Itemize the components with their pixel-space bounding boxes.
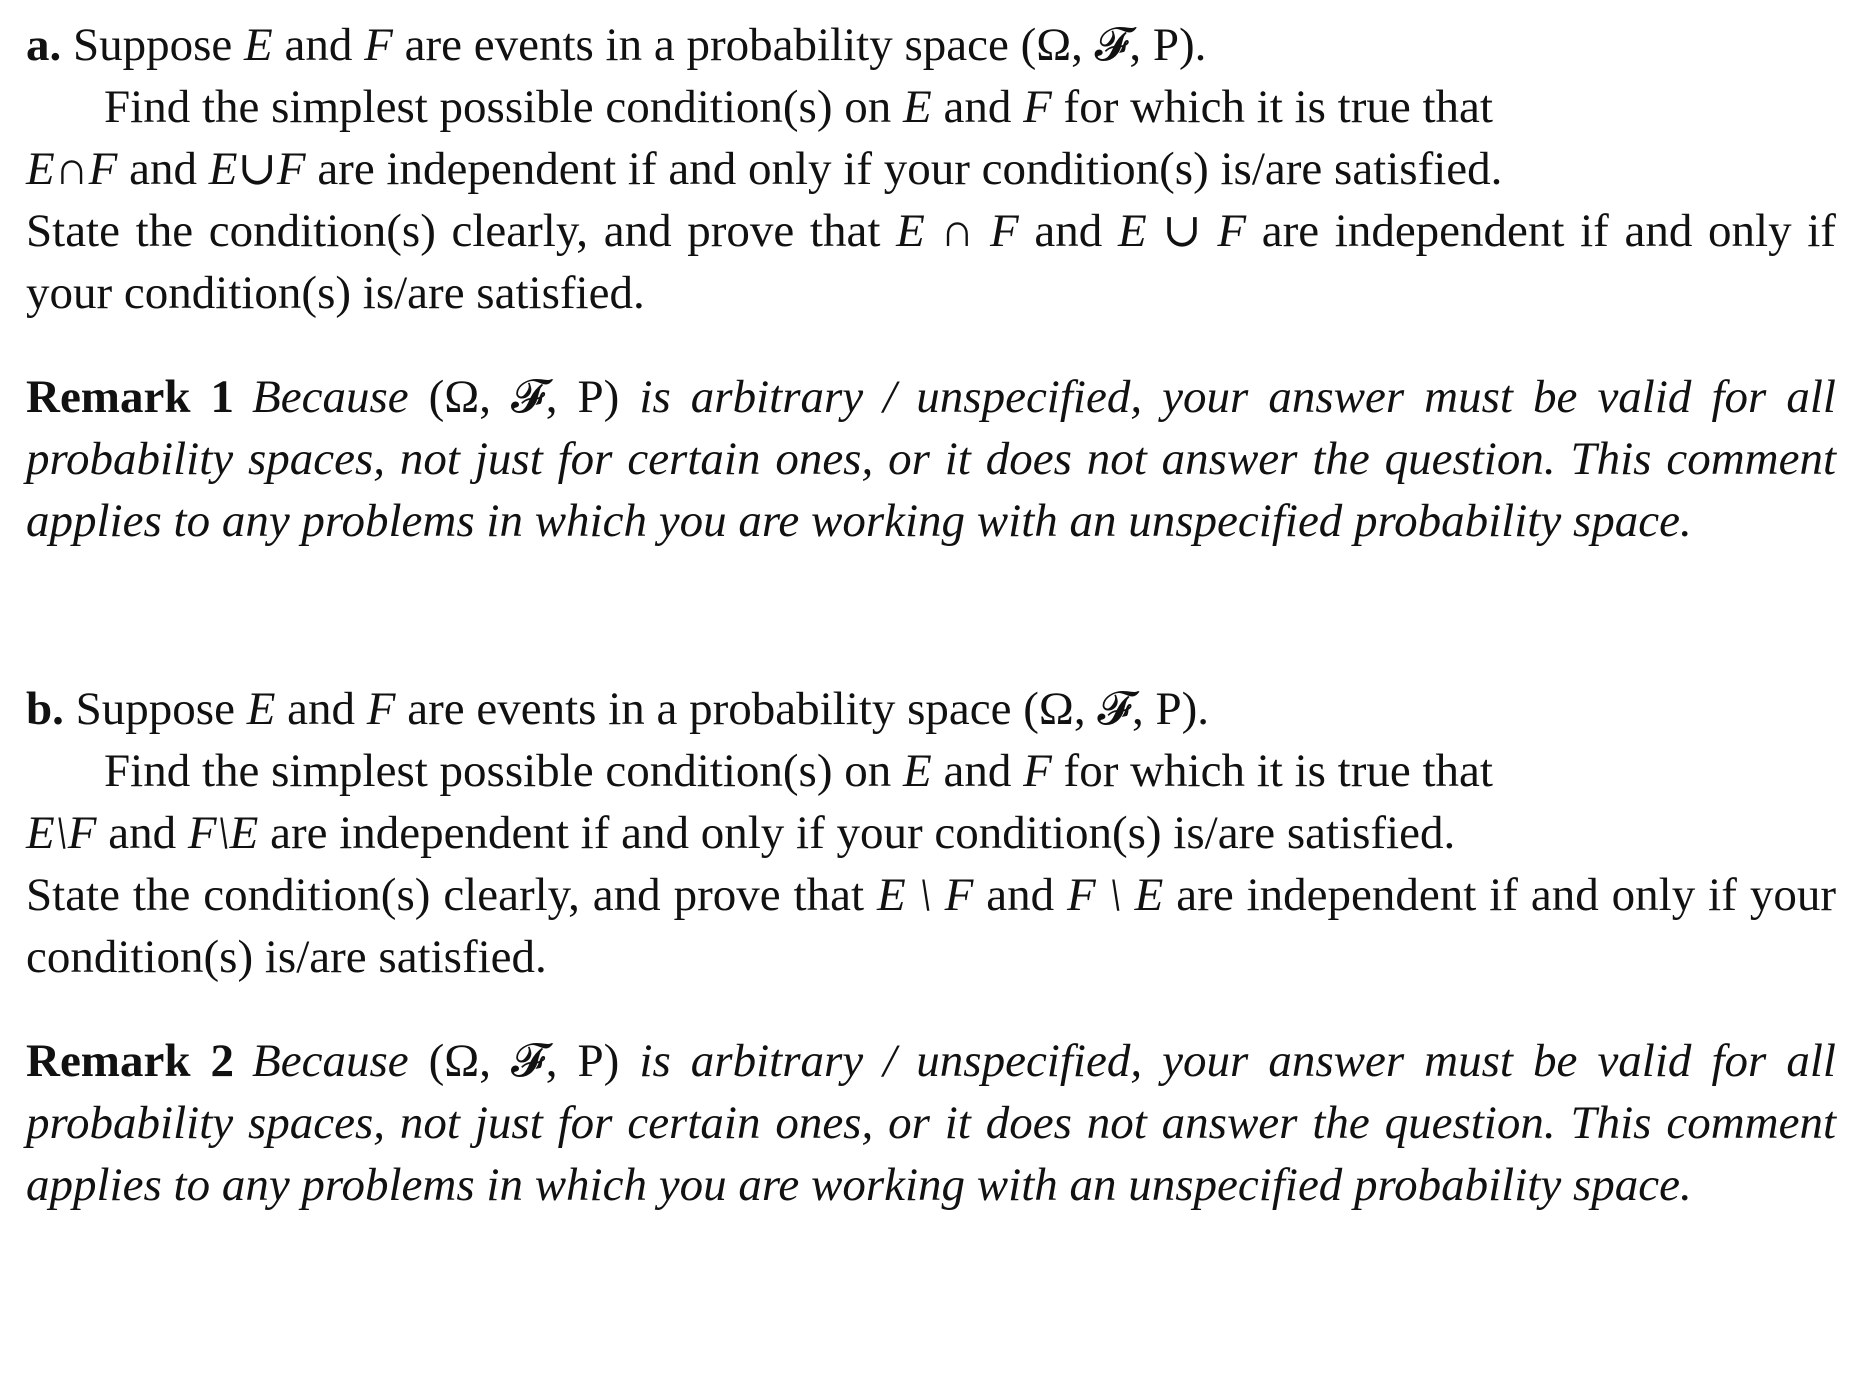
part-b-space: (Ω, 𝓕, P) [1023,683,1198,735]
part-a-E-2: E [902,81,932,133]
part-a-paragraph [26,14,1836,324]
remark-1-label: Remark 1 [26,371,235,423]
part-b-line2: Find the simplest possible condition(s) on [104,745,903,797]
part-b-paragraph [26,678,1836,988]
remark-2-body: is arbitrary / unspecified, your answer must be valid for all probability spaces, not just for certain ones, or it does not answer the question. This comment applies to any problems in which you are working with an unspecified probability space. [26,1035,1836,1211]
part-a-and: and [272,19,365,71]
part-b-indep-clause: are independent if and only if your condition(s) is/are satisfied. [258,807,1456,859]
part-b-E: E [246,683,276,735]
part-b-label: b. [26,683,64,735]
part-a-line2-rest: for which it is true that [1051,81,1493,133]
part-b-difference-1: E\F [26,807,97,859]
part-b-E-2: E [902,745,932,797]
part-a-union: E∪F [208,143,306,195]
part-a-intersection-2: E ∩ F [896,205,1019,257]
remark-2-label: Remark 2 [26,1035,235,1087]
part-a-line2: Find the simplest possible condition(s) on [104,81,903,133]
remark-1-because: Because [252,371,429,423]
part-b-F-2: F [1023,745,1052,797]
part-a-indep-end: are independent if and only if your condition(s) is/are satisfied. [26,205,1836,319]
part-b-F: F [366,683,396,735]
part-b-period: . [1197,683,1210,735]
part-b-line2-rest: for which it is true that [1051,745,1493,797]
remark-1-body: is arbitrary / unspecified, your answer must be valid for all probability spaces, not just for certain ones, or it does not answer the question. This comment applies to any problems in which you are working with an unspecified probability space. [26,371,1836,547]
part-a-intro-rest: are events in a probability space [392,19,1021,71]
remark-2-space: (Ω, 𝓕, P) [428,1035,620,1087]
part-a-label: a. [26,19,62,71]
part-b-intro: Suppose [63,683,247,735]
part-a-F: F [364,19,393,71]
part-a-intro: Suppose [61,19,245,71]
part-b-and-4: and [973,869,1068,921]
part-b-difference-2: F\E [187,807,259,859]
remark-2-paragraph [26,1030,1836,1216]
part-b-intro-rest: are events in a probability space [395,683,1024,735]
part-b-and-2: and [931,745,1024,797]
part-b-and: and [275,683,367,735]
part-a-space: (Ω, 𝓕, P) [1020,19,1195,71]
part-a-and-2: and [931,81,1024,133]
part-b-and-3: and [96,807,188,859]
remark-2-because: Because [252,1035,429,1087]
part-a-and-3: and [117,143,209,195]
part-a-union-2: E ∪ F [1117,205,1247,257]
part-a-F-2: F [1023,81,1052,133]
part-b-difference-2b: F \ E [1067,869,1164,921]
part-b-difference-1b: E \ F [876,869,974,921]
part-b-state: State the condition(s) clearly, and prove that [26,869,877,921]
document-page [26,14,1836,1216]
part-a-state: State the condition(s) clearly, and prove that [26,205,897,257]
remark-1-paragraph [26,366,1836,552]
part-a-indep-clause: are independent if and only if your condition(s) is/are satisfied. [305,143,1503,195]
part-b-indep-end: are independent if and only if your condition(s) is/are satisfied. [26,869,1836,983]
part-a-E: E [244,19,273,71]
remark-1-space: (Ω, 𝓕, P) [428,371,620,423]
part-a-period: . [1194,19,1207,71]
part-a-intersection: E∩F [26,143,118,195]
part-a-and-4: and [1018,205,1118,257]
